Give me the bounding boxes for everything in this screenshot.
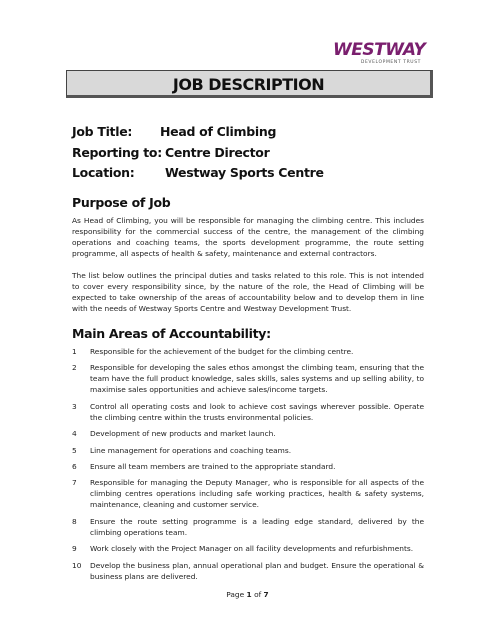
item-text: Ensure the route setting programme is a leading edge standard, delivered by the climbing operations team. [90,517,424,537]
item-text: Develop the business plan, annual operational plan and budget. Ensure the operational & business plans are delivered. [90,561,424,581]
location-value: Westway Sports Centre [165,165,324,180]
page-of: of [254,590,262,599]
list-item [72,346,424,357]
item-text: Development of new products and market launch. [90,429,276,438]
logo-wordmark: WESTWAY [333,40,426,60]
item-text: Ensure all team members are trained to the appropriate standard. [90,462,336,471]
item-number: 5 [72,446,77,455]
job-title-label: Job Title: [72,124,133,139]
item-number: 7 [72,478,77,487]
item-number: 8 [72,517,77,526]
title-banner [66,70,433,98]
purpose-paragraph-2: The list below outlines the principal duties and tasks related to this role. This is not intended to cover every responsibility since, by the nature of the role, the Head of Climbing will be expected to take ownership of the areas of accountability below and to develop them in line with the needs of Westway Sports Centre and Westway Development Trust. [72,271,424,313]
logo-subtitle: DEVELOPMENT TRUST [360,60,421,65]
accountability-heading: Main Areas of Accountability: [72,326,271,341]
list-item [72,401,424,423]
reporting-to-value: Centre Director [165,145,270,160]
item-number: 3 [72,402,77,411]
item-text: Control all operating costs and look to achieve cost savings wherever possible. Operate the climbing centre within the trusts environmental policies. [90,402,424,422]
list-item [72,445,424,456]
list-item [72,477,424,510]
list-item [72,428,424,439]
item-text: Responsible for developing the sales ethos amongst the climbing team, ensuring that the team have the full product knowledge, sales skills, sales systems and up selling ability, to maximise sales opportunities and achieve sales/income targets. [90,363,424,394]
item-text: Responsible for managing the Deputy Manager, who is responsible for all aspects of the climbing centres operations including safe working practices, health & safety systems, maintenance, cleaning and customer service. [90,478,424,509]
location-label: Location: [72,165,135,180]
item-number: 2 [72,363,77,372]
item-text: Line management for operations and coaching teams. [90,446,292,455]
item-number: 4 [72,429,77,438]
item-number: 6 [72,462,77,471]
list-item [72,543,424,554]
list-item [72,560,424,582]
page-number [0,590,495,599]
item-text: Responsible for the achievement of the budget for the climbing centre. [90,347,354,356]
list-item [72,362,424,395]
page-prefix: Page [226,590,245,599]
item-number: 10 [72,561,82,570]
page-total: 7 [263,590,269,599]
item-text: Work closely with the Project Manager on all facility developments and refurbishments. [90,544,414,553]
purpose-heading: Purpose of Job [72,195,171,210]
list-item [72,516,424,538]
westway-logo [333,40,426,67]
page-current: 1 [246,590,252,599]
list-item [72,461,424,472]
item-number: 1 [72,347,77,356]
item-number: 9 [72,544,77,553]
document-title: JOB DESCRIPTION [172,75,325,94]
reporting-to-label: Reporting to: [72,145,162,160]
purpose-paragraph-1: As Head of Climbing, you will be responsible for managing the climbing centre. This includes responsibility for the commercial success of the centre, the management of the climbing operations and coaching teams, the sports development programme, the route setting programme, all aspects of health & safety, maintenance and external contractors. [72,216,424,258]
job-title-value: Head of Climbing [160,124,277,139]
